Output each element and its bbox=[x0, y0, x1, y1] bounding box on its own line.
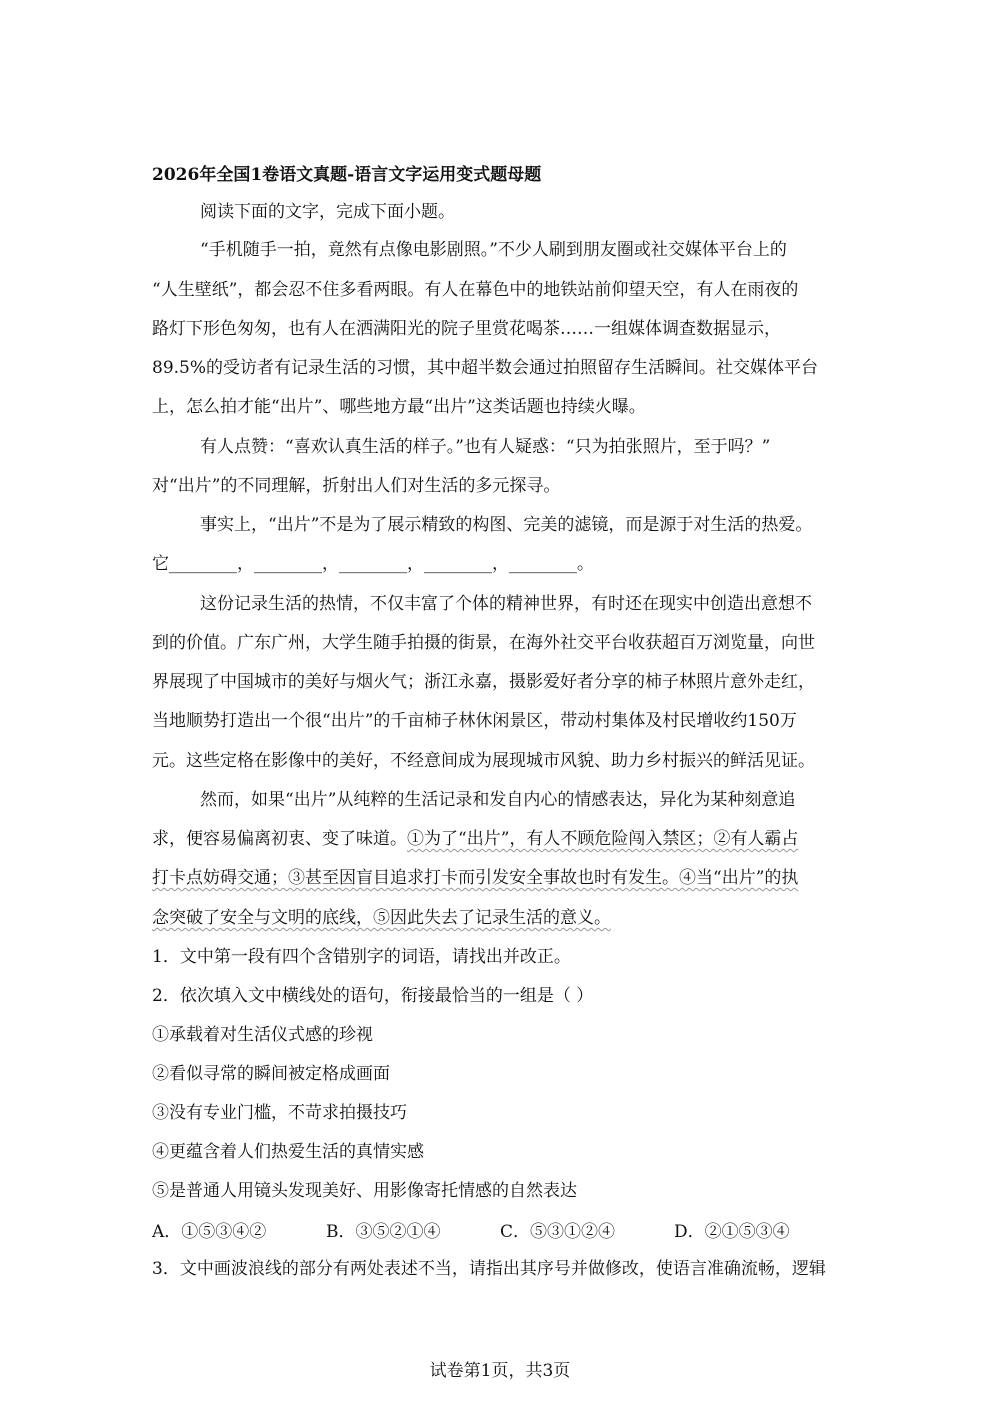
document-title: 2026年全国1卷语文真题-语言文字运用变式题母题 bbox=[152, 165, 542, 185]
answer-options bbox=[152, 1217, 852, 1241]
wavy-underlined-text: 念突破了安全与文明的底线，⑤因此失去了记录生活的意义。 bbox=[152, 908, 611, 928]
fill-in-blanks-line: 它________，________，________，________，________。 bbox=[152, 554, 594, 574]
question-2: 2．依次填入文中横线处的语句，衔接最恰当的一组是（ ） bbox=[152, 986, 594, 1006]
paragraph-2-line: 有人点赞：“喜欢认真生活的样子。”也有人疑惑：“只为拍张照片，至于吗？” bbox=[200, 437, 771, 457]
question-1: 1．文中第一段有四个含错别字的词语，请找出并改正。 bbox=[152, 947, 571, 967]
question-2-item: ③没有专业门槛，不苛求拍摄技巧 bbox=[152, 1103, 407, 1123]
paragraph-1-line: 89.5%的受访者有记录生活的习惯，其中超半数会通过拍照留存生活瞬间。社交媒体平台 bbox=[152, 358, 819, 378]
paragraph-1-line: “手机随手一拍，竟然有点像电影剧照。”不少人刷到朋友圈或社交媒体平台上的 bbox=[200, 240, 787, 260]
paragraph-2-line: 对“出片”的不同理解，折射出人们对生活的多元探寻。 bbox=[152, 476, 561, 496]
paragraph-4-line: 当地顺势打造出一个很“出片”的千亩柿子林休闲景区，带动村集体及村民增收约150万 bbox=[152, 711, 797, 731]
paragraph-1-line: 路灯下形色匆匆，也有人在洒满阳光的院子里赏花喝茶……一组媒体调查数据显示， bbox=[152, 319, 781, 339]
option-c[interactable]: C．⑤③①②④ bbox=[500, 1222, 616, 1242]
question-2-item: ①承载着对生活仪式感的珍视 bbox=[152, 1025, 373, 1045]
paragraph-4-line: 界展现了中国城市的美好与烟火气；浙江永嘉，摄影爱好者分享的柿子林照片意外走红， bbox=[152, 672, 815, 692]
paragraph-5-line: 然而，如果“出片”从纯粹的生活记录和发自内心的情感表达，异化为某种刻意追 bbox=[200, 790, 796, 810]
paragraph-4-line: 元。这些定格在影像中的美好，不经意间成为展现城市风貌、助力乡村振兴的鲜活见证。 bbox=[152, 751, 815, 771]
option-a[interactable]: A．①⑤③④② bbox=[152, 1222, 267, 1242]
question-2-item: ②看似寻常的瞬间被定格成画面 bbox=[152, 1064, 390, 1084]
wavy-underlined-text: 打卡点妨碍交通；③甚至因盲目追求打卡而引发安全事故也时有发生。④当“出片”的执 bbox=[152, 868, 799, 888]
paragraph-5-line bbox=[152, 827, 798, 851]
question-3: 3．文中画波浪线的部分有两处表述不当，请指出其序号并做修改，使语言准确流畅，逻辑 bbox=[152, 1259, 826, 1279]
page-footer: 试卷第1页，共3页 bbox=[429, 1361, 571, 1381]
wavy-underlined-text: ①为了“出片”，有人不顾危险闯入禁区；②有人霸占 bbox=[407, 829, 799, 849]
question-2-item: ⑤是普通人用镜头发现美好、用影像寄托情感的自然表达 bbox=[152, 1181, 577, 1201]
option-d[interactable]: D．②①⑤③④ bbox=[674, 1222, 790, 1242]
option-b[interactable]: B．③⑤②①④ bbox=[326, 1222, 441, 1242]
paragraph-1-line: 上，怎么拍才能“出片”、哪些地方最“出片”这类话题也持续火曝。 bbox=[152, 397, 646, 417]
paragraph-1-line: “人生壁纸”，都会忍不住多看两眼。有人在幕色中的地铁站前仰望天空，有人在雨夜的 bbox=[152, 280, 799, 300]
reading-instruction: 阅读下面的文字，完成下面小题。 bbox=[200, 202, 455, 222]
paragraph-3-line: 事实上，“出片”不是为了展示精致的构图、完美的滤镜，而是源于对生活的热爱。 bbox=[200, 515, 813, 535]
question-2-item: ④更蕴含着人们热爱生活的真情实感 bbox=[152, 1142, 424, 1162]
paragraph-4-line: 到的价值。广东广州，大学生随手拍摄的街景，在海外社交平台收获超百万浏览量，向世 bbox=[152, 633, 815, 653]
paragraph-5-text: 求，便容易偏离初衷、变了味道。 bbox=[152, 829, 407, 849]
paragraph-4-line: 这份记录生活的热情，不仅丰富了个体的精神世界，有时还在现实中创造出意想不 bbox=[200, 594, 812, 614]
